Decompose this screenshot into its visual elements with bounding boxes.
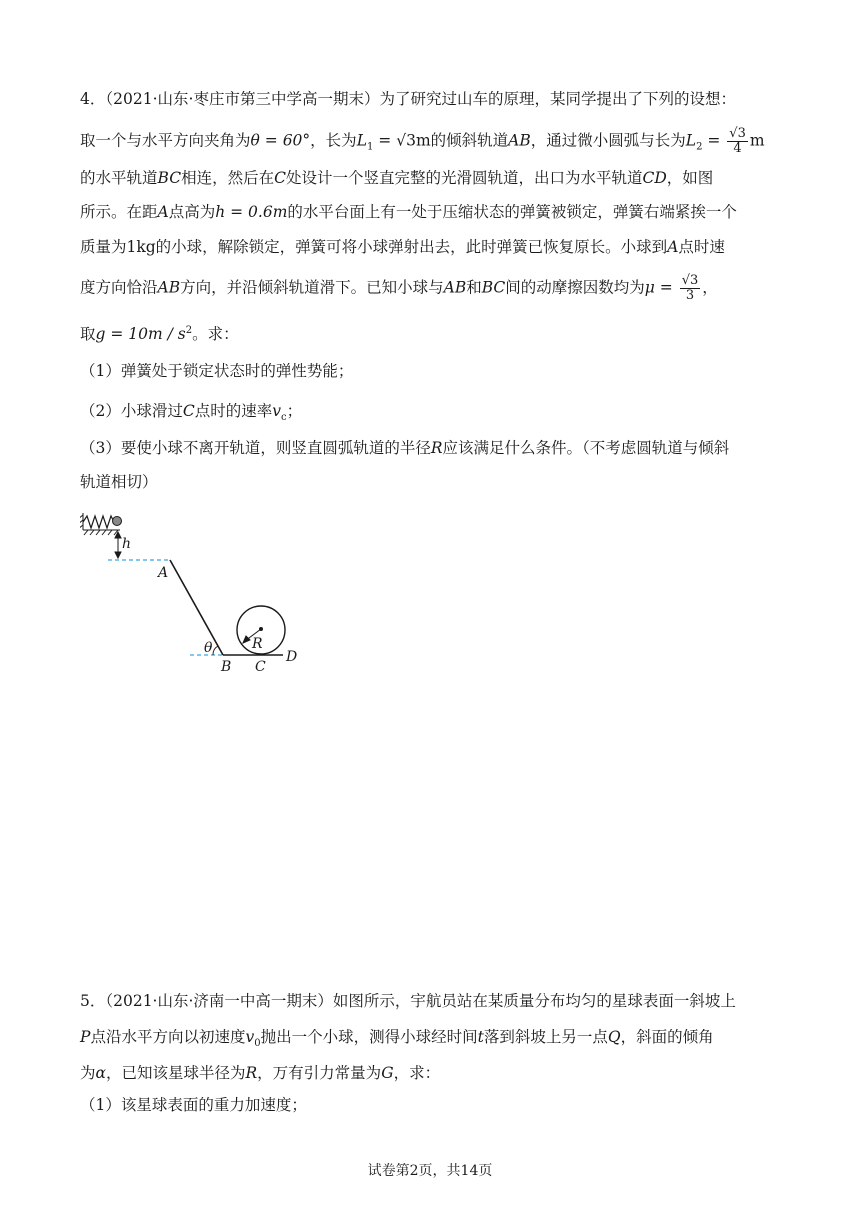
theta-arc	[213, 646, 218, 655]
q5-line-3: 为α，已知该星球半径为R，万有引力常量为G，求：	[80, 1064, 441, 1082]
q4-line-1: 4．（2021·山东·枣庄市第三中学高一期末）为了研究过山车的原理，某同学提出了下列的设想：	[80, 90, 736, 108]
incline-ab	[170, 560, 223, 655]
height-arrow	[115, 532, 121, 558]
q4-number: 4	[80, 90, 90, 108]
page-footer: 试卷第2页，共14页	[367, 1163, 493, 1179]
fraction-sqrt3-over-3: $\frac{√3}{3}$	[681, 273, 699, 303]
ball	[113, 517, 122, 526]
q4-line-4: 所示。在距A点高为h = 0.6m的水平台面上有一处于压缩状态的弹簧被锁定，弹簧右端紧挨一个	[80, 203, 737, 221]
label-theta: θ	[204, 640, 213, 656]
label-c: C	[255, 659, 266, 675]
q4-sub-3: （3）要使小球不离开轨道，则竖直圆弧轨道的半径R应该满足什么条件。（不考虑圆轨道与倾斜	[80, 439, 730, 457]
wall-hatch	[80, 513, 83, 530]
label-r: R	[252, 636, 263, 652]
q4-line-6: 度方向恰沿AB方向，并沿倾斜轨道滑下。已知小球与AB和BC间的动摩擦因数均为μ = $\frac{√3}{3}$ ，	[80, 273, 718, 303]
label-d: D	[286, 649, 298, 665]
platform	[83, 530, 120, 535]
q4-sub-3-cont: 轨道相切）	[80, 473, 158, 491]
label-a: A	[158, 565, 169, 581]
q4-sub-2: （2）小球滑过C点时的速率$v_c$；	[80, 402, 303, 424]
q4-line-5: 质量为1kg的小球，解除锁定，弹簧可将小球弹射出去，此时弹簧已恢复原长。小球到A点时速	[80, 238, 725, 256]
q4-line-2: 取一个与水平方向夹角为θ = 60°，长为$L_1 = √3m$的倾斜轨道AB，通过微小圆弧与长为$L_2$ = $\frac{√3}{4}$ m	[80, 126, 765, 156]
q4-source: （2021·山东·枣庄市第三中学高一期末）	[105, 90, 380, 108]
q4-line-7: 取$g = 10m / s^2$。求：	[80, 325, 239, 344]
spring	[83, 516, 114, 528]
q4-figure	[80, 505, 320, 680]
q5-sub-1: （1）该星球表面的重力加速度；	[80, 1096, 307, 1114]
q4-sub-1: （1）弹簧处于锁定状态时的弹性势能；	[80, 362, 354, 380]
fraction-sqrt3-over-4: $\frac{√3}{4}$	[729, 126, 746, 156]
q5-line-2: P点沿水平方向以初速度$v_0$抛出一个小球，测得小球经时间t落到斜坡上另一点Q，斜面的倾角	[80, 1028, 714, 1050]
label-h: h	[122, 536, 132, 552]
q4-line-3: 的水平轨道BC相连，然后在C处设计一个竖直完整的光滑圆轨道，出口为水平轨道CD，如图	[80, 169, 714, 187]
label-b: B	[221, 659, 232, 675]
q5-line-1: 5．（2021·山东·济南一中高一期末）如图所示，宇航员站在某质量分布均匀的星球表面一斜坡上	[80, 992, 736, 1010]
